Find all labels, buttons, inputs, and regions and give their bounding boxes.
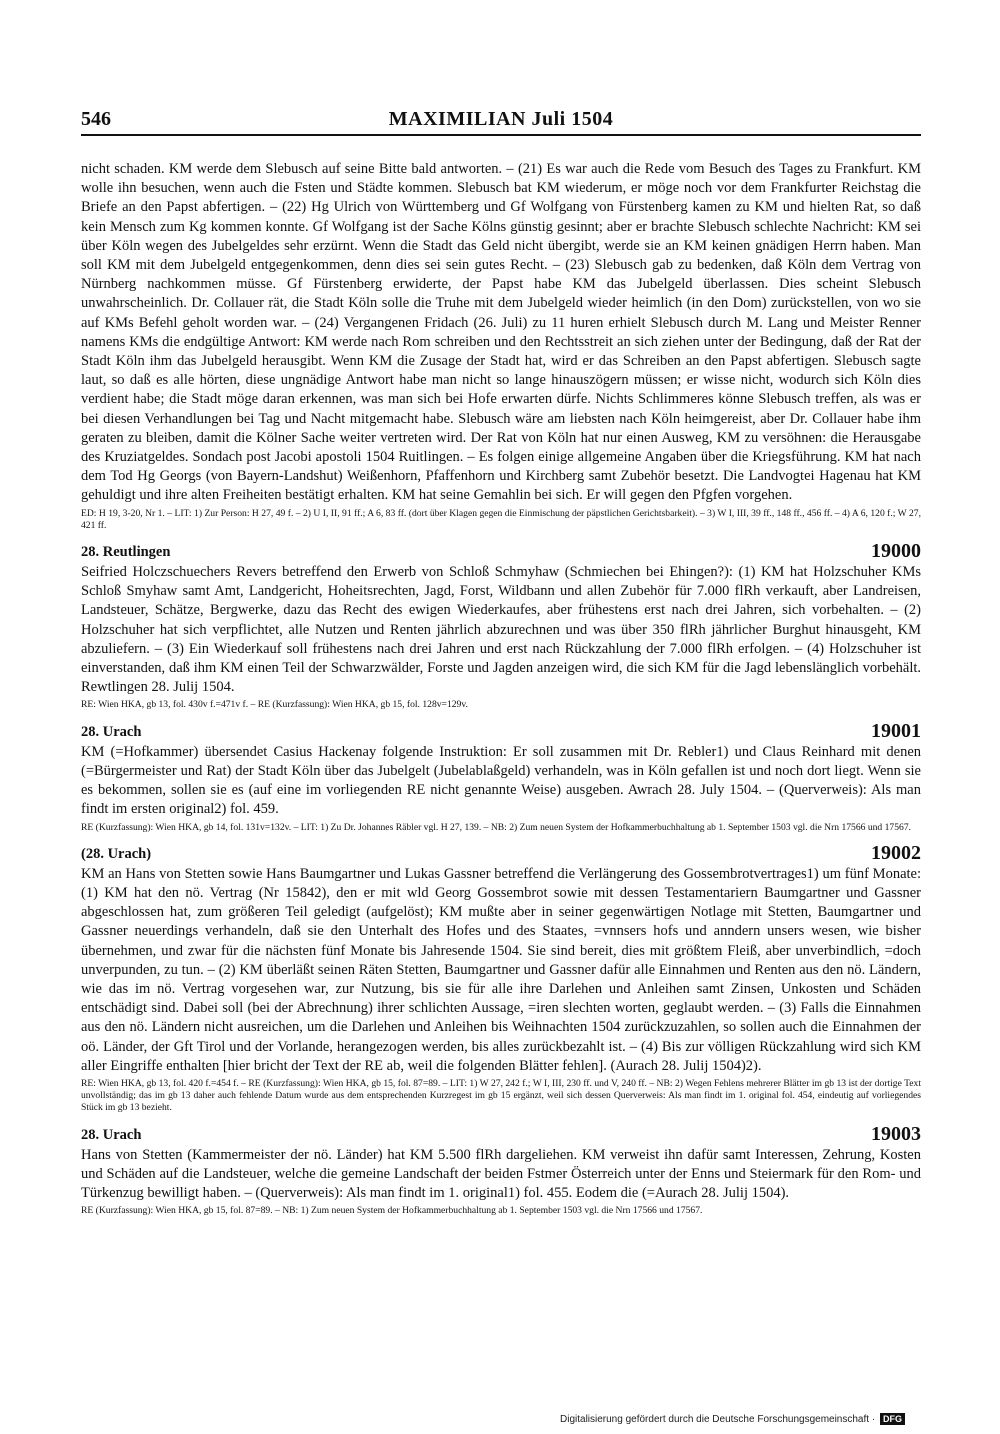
entry-text: KM an Hans von Stetten sowie Hans Baumgartner und Lukas Gassner betreffend die Verlängerung des Gossembrotvertrages1) um fünf Monate: (1) KM hat den nö. Vertrag (Nr 15842), den er mit wld Georg Gossembrot sowie mit dessen Testamentariern Baumgartner und Gassner abgeschlossen hat, zum größeren Teil geledigt (aufgelöst); KM mußte aber in seiner gegenwärtigen Notlage mit Stetten, Baumgartner und Gassner neuerdings verhandeln, daß sie den Unterhalt des Hofes und des Staates, =vnnsers hofs und anndern unsers wesen, wie bisher übernehmen, und zwar für die nächsten fünf Monate bis Jahresende 1504. Sie sind bereit, dies mit größtem Fleiß, aber unverbindlich, =doch unverpunden, zu tun. – (2) KM überläßt seinen Räten Stetten, Baumgartner und Gassner dafür alle Einnahmen und Renten aus den nö. Ländern, wie das im nö. Vertrag vorgesehen war, zur Nutzung, bis sie für alle ihre Darlehen und Anleihen samt Zinsen, Unkosten und Schäden entschädigt sind. Dabei soll (bei der Abrechnung) ihrer schlichten Aussage, =iren slechten worten, geglaubt werden. – (3) Falls die Einnahmen aus den nö. Ländern nicht ausreichen, um die Darlehen und Anleihen bis Weihnachten 1504 zurückzuzahlen, so sollen auch die Einnahmen der oö. Länder, der Gft Tirol und der Vorlande, herangezogen werden, bis alles zurückbezahlt ist. – (4) Bis zur völligen Rückzahlung wird sich KM aller Eingriffe enthalten [hier bricht der Text der RE ab, weil die folgenden Blätter fehlen]. (Aurach 28. Julij 1504)2). — [81, 865, 921, 1074]
entry-19003 — [81, 1122, 921, 1218]
entry-text: KM (=Hofkammer) übersendet Casius Hackenay folgende Instruktion: Er soll zusammen mit Dr. Rebler1) und Claus Reinhard mit denen (=Bürgermeister und Rat) der Stadt Köln über das Jubelgelt (Jubelablaßgeld) verhandeln, was in Köln gefallen ist und noch dort liegt. Wenn sie es bekommen, sollen sie es (auf eine im vorliegenden RE nicht genannte Weise) ausgeben. Awrach 28. July 1504. – (Querverweis): Als man findt im ersten original2) fol. 459. — [81, 743, 921, 818]
entry-text: Hans von Stetten (Kammermeister der nö. Länder) hat KM 5.500 flRh dargeliehen. KM verweist ihn dafür samt Interessen, Zehrung, Kosten und Schäden auf die Landsteuer, welche die gemeine Landschaft der beiden Fstmer Österreich unter der Enns und Steiermark für den Rom- und Türkenzug bewilligt haben. – (Querverweis): Als man findt im 1. original1) fol. 455. Eodem die (=Aurach 28. Julij 1504). — [81, 1146, 921, 1201]
intro-note: ED: H 19, 3-20, Nr 1. – LIT: 1) Zur Person: H 27, 49 f. – 2) U I, II, 91 ff.; A 6, 83 ff. (dort über Klagen gegen die Einmischung der päpstlichen Gerichtsbarkeit). – 3) W I, III, 39 ff., 148 ff., 456 ff. – 4) A 6, 120 f.; W 27, 421 ff. — [81, 507, 921, 531]
entry-place: (28. Urach) — [81, 845, 152, 862]
page-header — [81, 108, 921, 136]
entry-19001 — [81, 719, 921, 834]
entry-text: Seifried Holczschuechers Revers betreffend den Erwerb von Schloß Schmyhaw (Schmiechen bei Ehingen?): (1) KM hat Holzschuher KMs Schloß Smyhaw samt Amt, Landgericht, Hoheitsrechten, Jagd, Forst, Wildbann und allen Zubehör für 7.000 flRh verkauft, aber Landreisen, Landsteuer, Schätze, Bergwerke, dazu das Recht des ewigen Wiederkaufes, aber frühestens erst nach drei Jahren, sich vorbehalten. – (2) Holzschuher hat sich verpflichtet, alle Nutzen und Renten jährlich abzurechnen und was über 350 flRh jährlicher Burghut hinausgeht, KM abzuliefern. – (3) Ein Wiederkauf soll frühestens nach drei Jahren und erst nach Rückzahlung der 7.000 flRh erfolgen. – (4) Holzschuher ist einverstanden, daß ihm KM einen Teil der Schwarzwälder, Forste und Jagden anzeigen wird, die sich KM für die Jagd lebenslänglich vorbehält. Rewtlingen 28. Julij 1504. — [81, 564, 921, 696]
entry-header — [81, 1122, 921, 1146]
entry-note: RE: Wien HKA, gb 13, fol. 420 f.=454 f. – RE (Kurzfassung): Wien HKA, gb 15, fol. 87=89. – LIT: 1) W 27, 242 f.; W I, III, 230 ff. und V, 240 ff. – NB: 2) Wegen Fehlens mehrerer Blätter im gb 13 ist der dortige Text unvollständig; das im gb 13 daher auch fehlende Datum wurde aus dem entsprechenden Kurzregest im gb 15 ergänzt, weil sich dessen Querverweis: Als man findt im 1. original fol. 454, eindeutig auf vorliegendes Stück im gb 13 bezieht. — [81, 1077, 921, 1114]
intro-text: nicht schaden. KM werde dem Slebusch auf seine Bitte bald antworten. – (21) Es war auch die Rede vom Besuch des Tages zu Frankfurt. KM wolle ihn besuchen, wenn auch die Fsten und Städte kommen. Slebusch bat KM wiederum, er möge noch vor dem Frankfurter Reichstag die Briefe an den Papst abfertigen. – (22) Hg Ulrich von Württemberg und Gf Wolfgang von Fürstenberg kamen zu KM und hielten Rat, so daß kein Mensch zum Kg kommen konnte. Gf Wolfgang ist der Sache Kölns günstig gesinnt; aber er brachte Slebusch schlechte Nachricht: KM sei über Köln wegen des Jubelgeldes sehr erzürnt. Wenn die Stadt das Geld nicht übergibt, werde sie an KM keinen gnädigen Herrn haben. Man soll KM mit dem Jubelgeld entgegenkommen, denn dies sei sein gutes Recht. – (23) Slebusch gab zu bedenken, daß Köln dem Vertrag von Nürnberg nachkommen müsse. Gf Fürstenberg erwiderte, der Papst habe KM das Jubelgeld überlassen. Dies scheint Slebusch unwahrscheinlich. Dr. Collauer rät, die Stadt Köln solle die Truhe mit dem Jubelgeld wieder heimlich (in den Dom) zurückstellen, von wo sie auf KMs Befehl geholt worden war. – (24) Vergangenen Fridach (26. Juli) zu 11 huren erhielt Slebusch durch M. Lang und Meister Renner namens KMs die endgültige Antwort: KM werde nach Rom schreiben und den Rechtsstreit an sich ziehen unter der Bedingung, daß der Rat der Stadt Köln ihm das Jubelgeld herausgibt. Wenn KM die Zusage der Stadt hat, wird er das Schreiben an den Papst abfertigen. Slebusch sagte laut, so daß es alle hörten, diese ungnädige Antwort habe man nicht so lange hinauszögern müssen; er wisse nicht, wodurch sich Köln dies verdient habe; die Stadt möge daran erkennen, was man sich bei Hofe erwarten dürfe. Nichts Schlimmeres könne Slebusch treffen, als was er bei diesen Verhandlungen bei Tag und Nacht mitgemacht habe. Slebusch wäre am liebsten nach Köln heimgereist, aber Dr. Collauer habe ihm geraten zu bleiben, damit die Kölner Sache weiter vertreten wird. Der Rat von Köln hat nur einen Ausweg, KM zu versöhnen: die Herausgabe des Kruziatgeldes. Sondach post Jacobi apostoli 1504 Ruitlingen. – Es folgen einige allgemeine Angaben über die Kriegsführung. KM hat nach dem Tod Hg Georgs (von Bayern-Landshut) Weißenhorn, Pfaffenhorn und Kirchberg samt Zubehör besetzt. Die Landvogtei Hagenau hat KM gehuldigt und ihre alten Freiheiten bestätigt erhalten. KM hat seine Gemahlin bei sich. Er will gegen den Pfgfen vorgehen. — [81, 161, 921, 504]
entry-header — [81, 542, 921, 563]
entry-number: 19000 — [871, 540, 921, 563]
header-rule — [81, 134, 921, 136]
entry-header — [81, 841, 921, 865]
credit-text: Digitalisierung gefördert durch die Deutsche Forschungsgemeinschaft · — [560, 1414, 876, 1425]
entry-place: 28. Reutlingen — [81, 544, 171, 561]
running-title: MAXIMILIAN Juli 1504 — [388, 108, 614, 130]
entry-number: 19001 — [871, 719, 921, 742]
entry-19002 — [81, 841, 921, 1115]
page-body — [81, 160, 921, 1217]
entry-number: 19003 — [871, 1122, 921, 1145]
dfg-logo: DFG — [880, 1413, 905, 1425]
entry-note: RE (Kurzfassung): Wien HKA, gb 15, fol. 87=89. – NB: 1) Zum neuen System der Hofkammerbuchhaltung ab 1. September 1503 vgl. die Nrn 17566 und 17567. — [81, 1205, 703, 1217]
entry-header — [81, 719, 921, 743]
entry-19000 — [81, 542, 921, 712]
entry-place: 28. Urach — [81, 1126, 142, 1143]
entry-place: 28. Urach — [81, 723, 142, 740]
entry-note: RE (Kurzfassung): Wien HKA, gb 14, fol. 131v=132v. – LIT: 1) Zu Dr. Johannes Räbler vgl. H 27, 139. – NB: 2) Zum neuen System der Hofkammerbuchhaltung ab 1. September 1503 vgl. die Nrn 17566 und 17567. — [81, 821, 912, 833]
entry-note: RE: Wien HKA, gb 13, fol. 430v f.=471v f. – RE (Kurzfassung): Wien HKA, gb 15, fol. 128v=129v. — [81, 699, 468, 711]
digitization-credit — [560, 1413, 905, 1425]
entry-number: 19002 — [871, 841, 921, 864]
page-number: 546 — [81, 108, 111, 130]
